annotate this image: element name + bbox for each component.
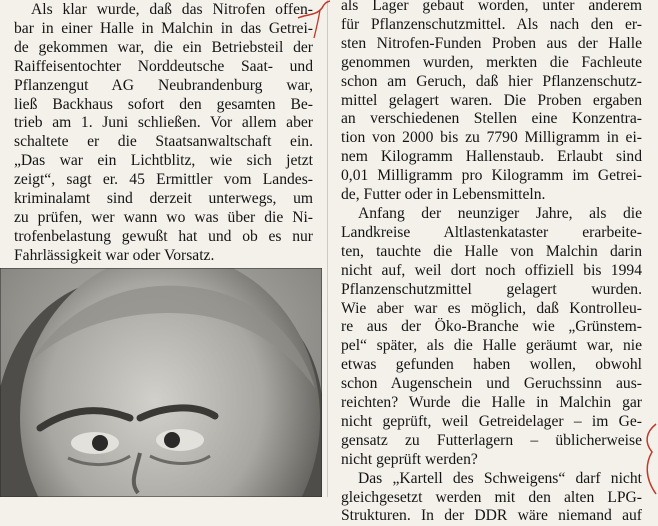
paragraph xyxy=(341,0,642,205)
text-line: tion von 2000 bis zu 7790 Milligramm in ei- xyxy=(341,129,642,147)
text-line: bar in einer Halle in Malchin in das Getrei- xyxy=(14,19,313,37)
text-line: schon Augenschein und Geruchssinn aus- xyxy=(341,375,642,393)
text-line: „Das war ein Lichtblitz, wie sich jetzt xyxy=(14,152,313,170)
paragraph xyxy=(14,1,313,266)
text-line: nem Kilogramm Hallenstaub. Erlaubt sind xyxy=(341,148,642,166)
text-line: Anfang der neunziger Jahre, als die xyxy=(358,204,642,222)
text-line: zu prüfen, wer wann wo was über die Ni- xyxy=(14,208,313,226)
text-line: an verschiedenen Stellen eine Konzentra- xyxy=(341,110,642,128)
text-line: etwas gefunden haben wollen, obwohl xyxy=(341,356,642,374)
paragraph xyxy=(341,470,642,526)
text-line: sten Nitrofen-Funden Proben aus der Halle xyxy=(341,34,642,52)
text-line: Als klar wurde, daß das Nitrofen offen- xyxy=(31,1,313,18)
text-line: Strukturen. In der DDR wäre niemand auf xyxy=(341,507,642,525)
text-line: reichten? Wurde die Halle in Malchin gar xyxy=(341,394,642,412)
paragraph xyxy=(341,205,642,470)
text-line: Raiffeisentochter Norddeutsche Saat- und xyxy=(14,57,313,75)
text-line: nicht geprüft werden? xyxy=(341,450,478,468)
text-line: 0,01 Milligramm pro Kilogramm im Getrei- xyxy=(341,167,642,185)
text-line: Wie aber war es möglich, daß Kontrolleu- xyxy=(341,299,642,317)
text-line: re aus der Öko-Branche wie „Grünstem- xyxy=(341,318,642,336)
text-line: als Lager gebaut worden, unter anderem xyxy=(341,0,642,14)
text-line: schaltete er die Staatsanwaltschaft ein. xyxy=(14,133,313,151)
left-text-column xyxy=(14,1,313,266)
text-line: Landkreise Altlastenkataster erarbeite- xyxy=(341,223,642,241)
text-line: nicht auf, weil dort noch offiziell bis 1994 xyxy=(341,261,642,279)
text-line: de gekommen war, die ein Betriebsteil der xyxy=(14,38,313,56)
text-line: pel“ später, als die Halle geräumt war, nie xyxy=(341,337,642,355)
text-line: schon am Geruch, daß hier Pflanzenschutz- xyxy=(341,72,642,90)
pen-mark-icon xyxy=(296,0,336,40)
text-line: kriminalamt sind derzeit unterwegs, um xyxy=(14,190,313,208)
text-line: nicht geprüft, weil Getreidelager – im Ge- xyxy=(341,412,642,430)
text-line: mittel gelagert waren. Die Proben ergaben xyxy=(341,91,642,109)
text-line: ließ Backhaus sofort den gesamten Be- xyxy=(14,95,313,113)
text-line: trieb am 1. Juni schließen. Vor allem aber xyxy=(14,114,313,132)
text-line: Pflanzenschutzmittel gelagert wurden. xyxy=(341,280,642,298)
portrait-photo-drawing xyxy=(0,268,322,497)
text-line: ten, tauchte die Halle von Malchin darin xyxy=(341,242,642,260)
text-line: Pflanzengut AG Neubrandenburg war, xyxy=(14,76,313,94)
text-line: de, Futter oder in Lebensmitteln. xyxy=(341,186,546,204)
text-line: trofenbelastung gewußt hat und ob es nur xyxy=(14,227,313,245)
column-divider xyxy=(327,0,328,497)
text-line: gensatz zu Futterlagern – üblicherweise xyxy=(341,431,642,449)
portrait-photo xyxy=(0,268,322,497)
text-line: zeigt“, sagt er. 45 Ermittler vom Landes- xyxy=(14,171,313,189)
text-line: Fahrlässigkeit war oder Vorsatz. xyxy=(14,246,215,264)
pen-bracket-icon xyxy=(640,422,658,497)
text-line: für Pflanzenschutzmittel. Als nach den er- xyxy=(341,15,642,33)
right-text-column xyxy=(341,0,642,526)
text-line: genommen wurden, merkten die Fachleute xyxy=(341,53,642,71)
text-line: gleichgesetzt werden mit den alten LPG- xyxy=(341,488,642,506)
text-line: Das „Kartell des Schweigens“ darf nicht xyxy=(358,469,642,487)
